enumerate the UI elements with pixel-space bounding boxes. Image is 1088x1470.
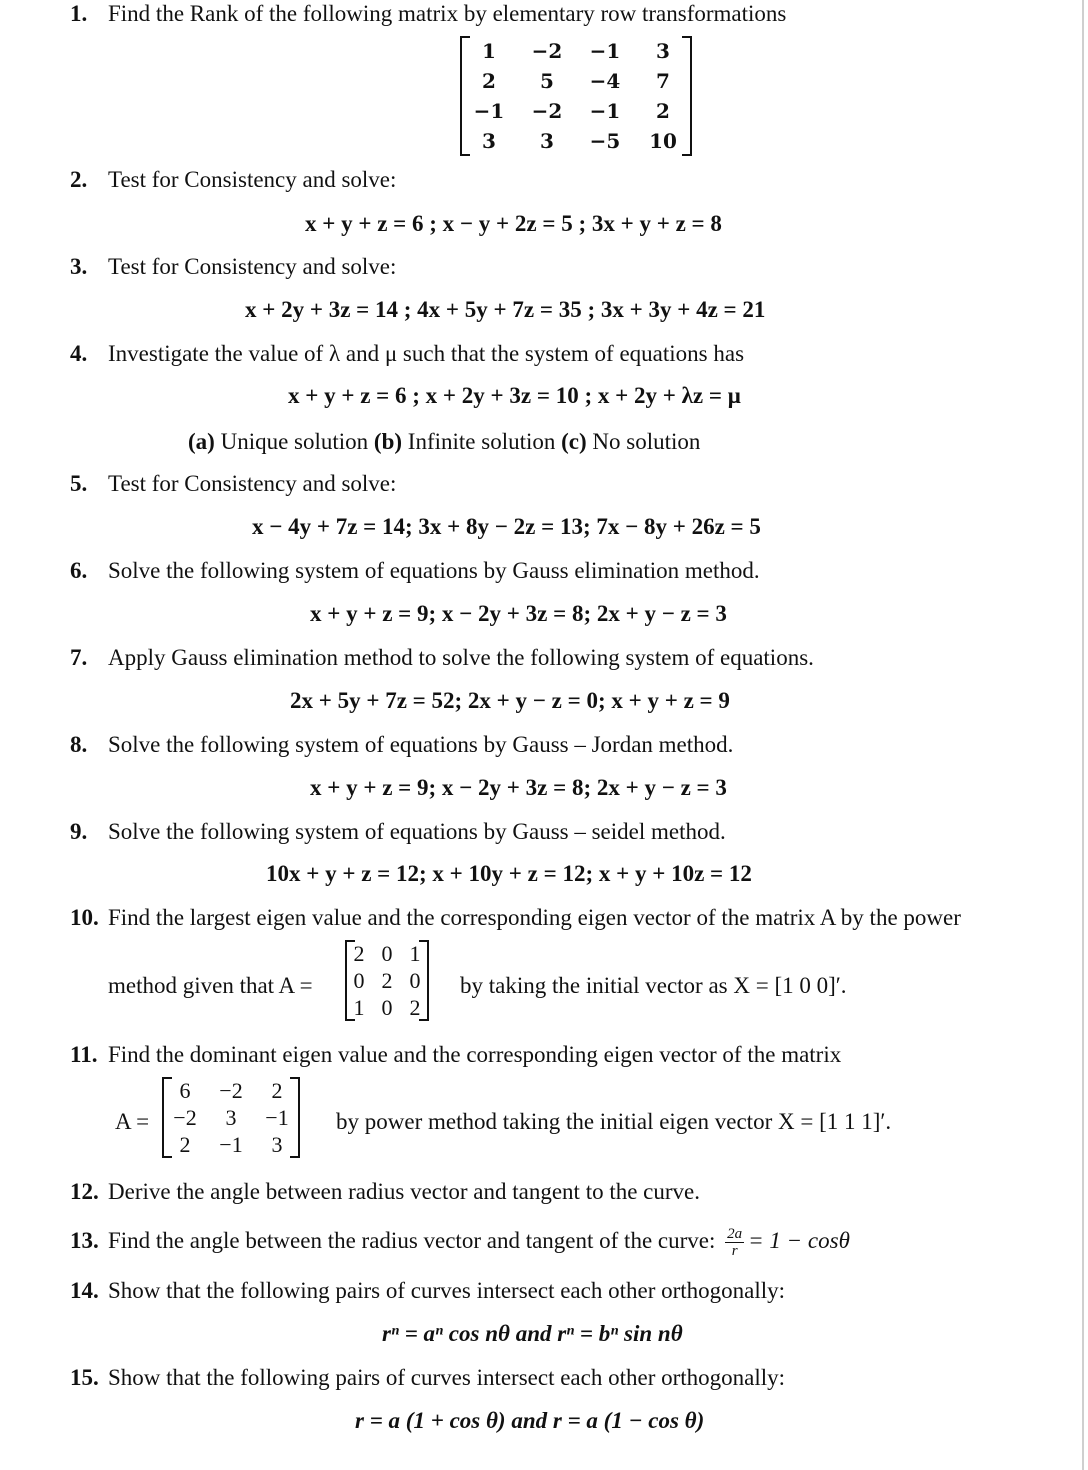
q4-equation: x + y + z = 6 ; x + 2y + 3z = 10 ; x + 2y + λz = μ [288,383,741,408]
question-text: Test for Consistency and solve: [108,167,397,192]
matrix-row [460,96,692,126]
question-6 [70,557,760,585]
option-a-label: (a) [188,429,215,454]
matrix-cell: −1 [219,1132,243,1157]
option-b-text: Infinite solution [402,429,562,454]
question-number: 14. [70,1278,99,1303]
matrix-cell: −1 [589,99,621,123]
question-5 [70,470,396,498]
question-number: 7. [70,645,88,670]
question-text: Solve the following system of equations by Gauss – seidel method. [108,819,726,844]
q11-suffix: by power method taking the initial eigen vector X = [1 1 1]′. [336,1109,892,1134]
matrix-cell: 5 [540,69,554,93]
question-15 [70,1364,785,1392]
question-3 [70,253,396,281]
matrix-cell: −2 [531,39,563,63]
question-4 [70,340,744,368]
matrix-cell: 3 [482,129,496,153]
matrix-cell: 7 [656,69,670,93]
matrix-cell: 1 [482,39,496,63]
matrix-cell: 2 [656,99,670,123]
option-b-label: (b) [373,429,403,454]
matrix-cell: 0 [381,995,393,1020]
question-2 [70,166,396,194]
question-number: 1. [70,1,88,26]
matrix-row [345,967,429,994]
matrix-cell: −2 [173,1105,197,1130]
q2-equation: x + y + z = 6 ; x − y + 2z = 5 ; 3x + y + z = 8 [305,211,722,236]
question-text: Show that the following pairs of curves intersect each other orthogonally: [108,1278,786,1303]
question-text: Find the angle between the radius vector and tangent of the curve: [108,1227,716,1253]
matrix-row [162,1104,300,1131]
question-text: Solve the following system of equations by Gauss – Jordan method. [108,732,734,757]
question-text: Find the largest eigen value and the corresponding eigen vector of the matrix A by the power [108,905,961,930]
matrix-cell: −1 [589,39,621,63]
question-number: 3. [70,254,88,279]
q6-equation: x + y + z = 9; x − 2y + 3z = 8; 2x + y − z = 3 [310,601,727,626]
question-14 [70,1277,785,1305]
question-text: Test for Consistency and solve: [108,254,397,279]
matrix-cell: −5 [589,129,621,153]
matrix-cell: −2 [219,1078,243,1103]
question-10 [70,904,961,932]
matrix-cell: 1 [353,995,365,1020]
question-text: Find the Rank of the following matrix by elementary row transformations [108,1,787,26]
question-number: 4. [70,341,88,366]
matrix-cell: 0 [409,968,421,993]
question-number: 11. [70,1042,98,1067]
q7-equation: 2x + 5y + 7z = 52; 2x + y − z = 0; x + y + z = 9 [290,688,730,713]
matrix-cell: −2 [531,99,563,123]
matrix-cell: 6 [179,1078,191,1103]
matrix-cell: 3 [271,1132,283,1157]
q11-matrix [162,1077,300,1158]
question-1 [70,0,786,28]
question-number: 15. [70,1365,99,1390]
matrix-cell: −1 [473,99,505,123]
option-c-text: No solution [586,429,701,454]
fraction-numerator: 2a [727,1226,743,1242]
matrix-row [345,994,429,1021]
question-text: Find the dominant eigen value and the corresponding eigen vector of the matrix [108,1042,842,1067]
matrix-cell: 2 [381,968,393,993]
q13-curve-rest: = 1 − cosθ [748,1227,850,1253]
q13-fraction [725,1226,744,1259]
q10-suffix: by taking the initial vector as X = [1 0 0]′. [460,973,847,998]
matrix-cell: 10 [649,129,677,153]
q10-matrix [345,940,429,1021]
matrix-cell: 3 [225,1105,237,1130]
q15-equation: r = a (1 + cos θ) and r = a (1 − cos θ) [355,1408,705,1433]
question-9 [70,818,726,846]
page-edge-line [1082,0,1084,1470]
matrix-row [162,1077,300,1104]
q14-equation: rⁿ = aⁿ cos nθ and rⁿ = bⁿ sin nθ [382,1321,683,1346]
matrix-row [162,1131,300,1158]
question-number: 2. [70,167,88,192]
question-text: Apply Gauss elimination method to solve the following system of equations. [108,645,814,670]
matrix-row [460,66,692,96]
matrix-cell: 2 [179,1132,191,1157]
question-text: Show that the following pairs of curves intersect each other orthogonally: [108,1365,786,1390]
matrix-row [460,36,692,66]
question-text: Solve the following system of equations by Gauss elimination method. [108,558,760,583]
option-c-label: (c) [561,429,587,454]
matrix-cell: 3 [540,129,554,153]
q9-equation: 10x + y + z = 12; x + 10y + z = 12; x + y + 10z = 12 [266,861,752,886]
q1-matrix [460,36,692,156]
question-text: Derive the angle between radius vector and tangent to the curve. [108,1179,701,1204]
question-number: 8. [70,732,88,757]
q4-options [188,428,700,456]
question-12 [70,1178,700,1206]
matrix-cell: 1 [409,941,421,966]
question-text: Investigate the value of λ and μ such that the system of equations has [108,341,745,366]
question-number: 13. [70,1227,99,1253]
matrix-row [345,940,429,967]
question-13 [70,1226,850,1259]
question-8 [70,731,733,759]
question-11 [70,1041,841,1069]
fraction-denominator: r [731,1243,738,1259]
q10-prefix: method given that A = [108,973,313,998]
question-number: 12. [70,1179,99,1204]
matrix-cell: 2 [409,995,421,1020]
matrix-cell: 0 [381,941,393,966]
option-a-text: Unique solution [214,429,374,454]
matrix-cell: 2 [482,69,496,93]
q3-equation: x + 2y + 3z = 14 ; 4x + 5y + 7z = 35 ; 3x + 3y + 4z = 21 [245,297,766,322]
question-7 [70,644,814,672]
matrix-cell: 2 [271,1078,283,1103]
q11-prefix: A = [115,1109,150,1134]
question-number: 10. [70,905,99,930]
q5-equation: x − 4y + 7z = 14; 3x + 8y − 2z = 13; 7x − 8y + 26z = 5 [252,514,761,539]
matrix-cell: 3 [656,39,670,63]
question-number: 6. [70,558,88,583]
question-number: 5. [70,471,88,496]
q8-equation: x + y + z = 9; x − 2y + 3z = 8; 2x + y − z = 3 [310,775,727,800]
matrix-cell: 2 [353,941,365,966]
question-number: 9. [70,819,88,844]
matrix-cell: 0 [353,968,365,993]
matrix-row [460,126,692,156]
matrix-cell: −1 [265,1105,289,1130]
question-text: Test for Consistency and solve: [108,471,397,496]
matrix-cell: −4 [589,69,621,93]
